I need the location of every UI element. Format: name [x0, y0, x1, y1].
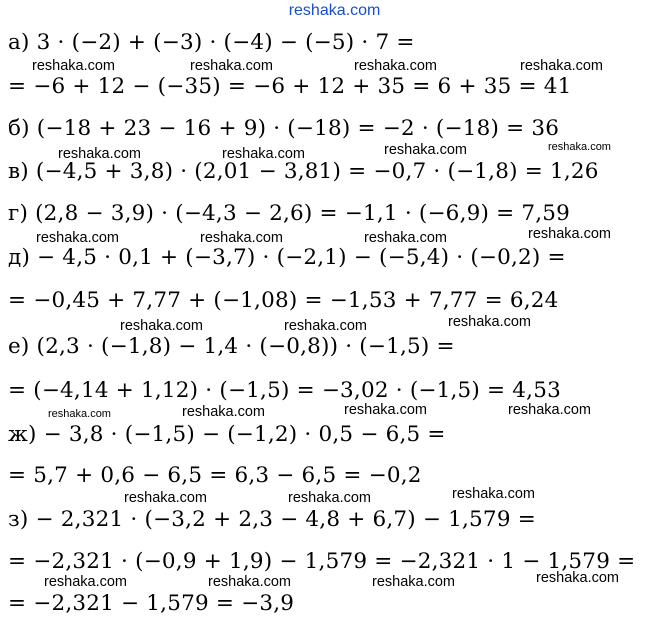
math-line-b: б) (−18 + 23 − 16 + 9) · (−18) = −2 · (−18) = 36 — [8, 116, 560, 141]
watermark: reshaka.com — [190, 58, 274, 74]
math-line-d-1: д) − 4,5 · 0,1 + (−3,7) · (−2,1) − (−5,4) · (−0,2) = — [8, 245, 566, 270]
header-watermark: reshaka.com — [288, 2, 381, 19]
math-line-z-1: з) − 2,321 · (−3,2 + 2,3 − 4,8 + 6,7) − 1,579 = — [8, 507, 536, 532]
math-line-zh-2: = 5,7 + 0,6 − 6,5 = 6,3 − 6,5 = −0,2 — [8, 463, 422, 488]
watermark: reshaka.com — [208, 574, 292, 590]
watermark: reshaka.com — [372, 574, 456, 590]
watermark: reshaka.com — [536, 570, 620, 586]
watermark: reshaka.com — [124, 490, 208, 506]
watermark: reshaka.com — [120, 318, 204, 334]
watermark: reshaka.com — [58, 146, 142, 162]
watermark: reshaka.com — [182, 404, 266, 420]
math-line-g: г) (2,8 − 3,9) · (−4,3 − 2,6) = −1,1 · (−6,9) = 7,59 — [8, 201, 571, 226]
watermark: reshaka.com — [452, 486, 536, 502]
watermark: reshaka.com — [32, 58, 116, 74]
watermark: reshaka.com — [354, 58, 438, 74]
watermark: reshaka.com — [548, 141, 611, 153]
watermark: reshaka.com — [44, 574, 128, 590]
math-line-a-1: а) 3 · (−2) + (−3) · (−4) − (−5) · 7 = — [8, 30, 415, 55]
watermark: reshaka.com — [48, 408, 111, 420]
watermark: reshaka.com — [384, 142, 468, 158]
watermark: reshaka.com — [200, 230, 284, 246]
watermark: reshaka.com — [36, 230, 120, 246]
math-line-a-2: = −6 + 12 − (−35) = −6 + 12 + 35 = 6 + 35 = 41 — [8, 74, 572, 99]
watermark: reshaka.com — [364, 230, 448, 246]
math-line-v: в) (−4,5 + 3,8) · (2,01 − 3,81) = −0,7 · (−1,8) = 1,26 — [8, 159, 599, 184]
watermark: reshaka.com — [288, 490, 372, 506]
watermark: reshaka.com — [284, 318, 368, 334]
math-line-zh-1: ж) − 3,8 · (−1,5) − (−1,2) · 0,5 − 6,5 = — [8, 422, 446, 447]
math-line-d-2: = −0,45 + 7,77 + (−1,08) = −1,53 + 7,77 = 6,24 — [8, 288, 559, 313]
watermark: reshaka.com — [528, 226, 612, 242]
math-line-z-2: = −2,321 · (−0,9 + 1,9) − 1,579 = −2,321 · 1 − 1,579 = — [8, 549, 636, 574]
watermark: reshaka.com — [344, 402, 428, 418]
math-line-z-3: = −2,321 − 1,579 = −3,9 — [8, 591, 295, 616]
watermark: reshaka.com — [222, 146, 306, 162]
math-line-e-2: = (−4,14 + 1,12) · (−1,5) = −3,02 · (−1,5) = 4,53 — [8, 378, 561, 403]
math-line-e-1: е) (2,3 · (−1,8) − 1,4 · (−0,8)) · (−1,5) = — [8, 334, 455, 359]
watermark: reshaka.com — [448, 314, 532, 330]
watermark: reshaka.com — [520, 58, 604, 74]
watermark: reshaka.com — [508, 402, 592, 418]
